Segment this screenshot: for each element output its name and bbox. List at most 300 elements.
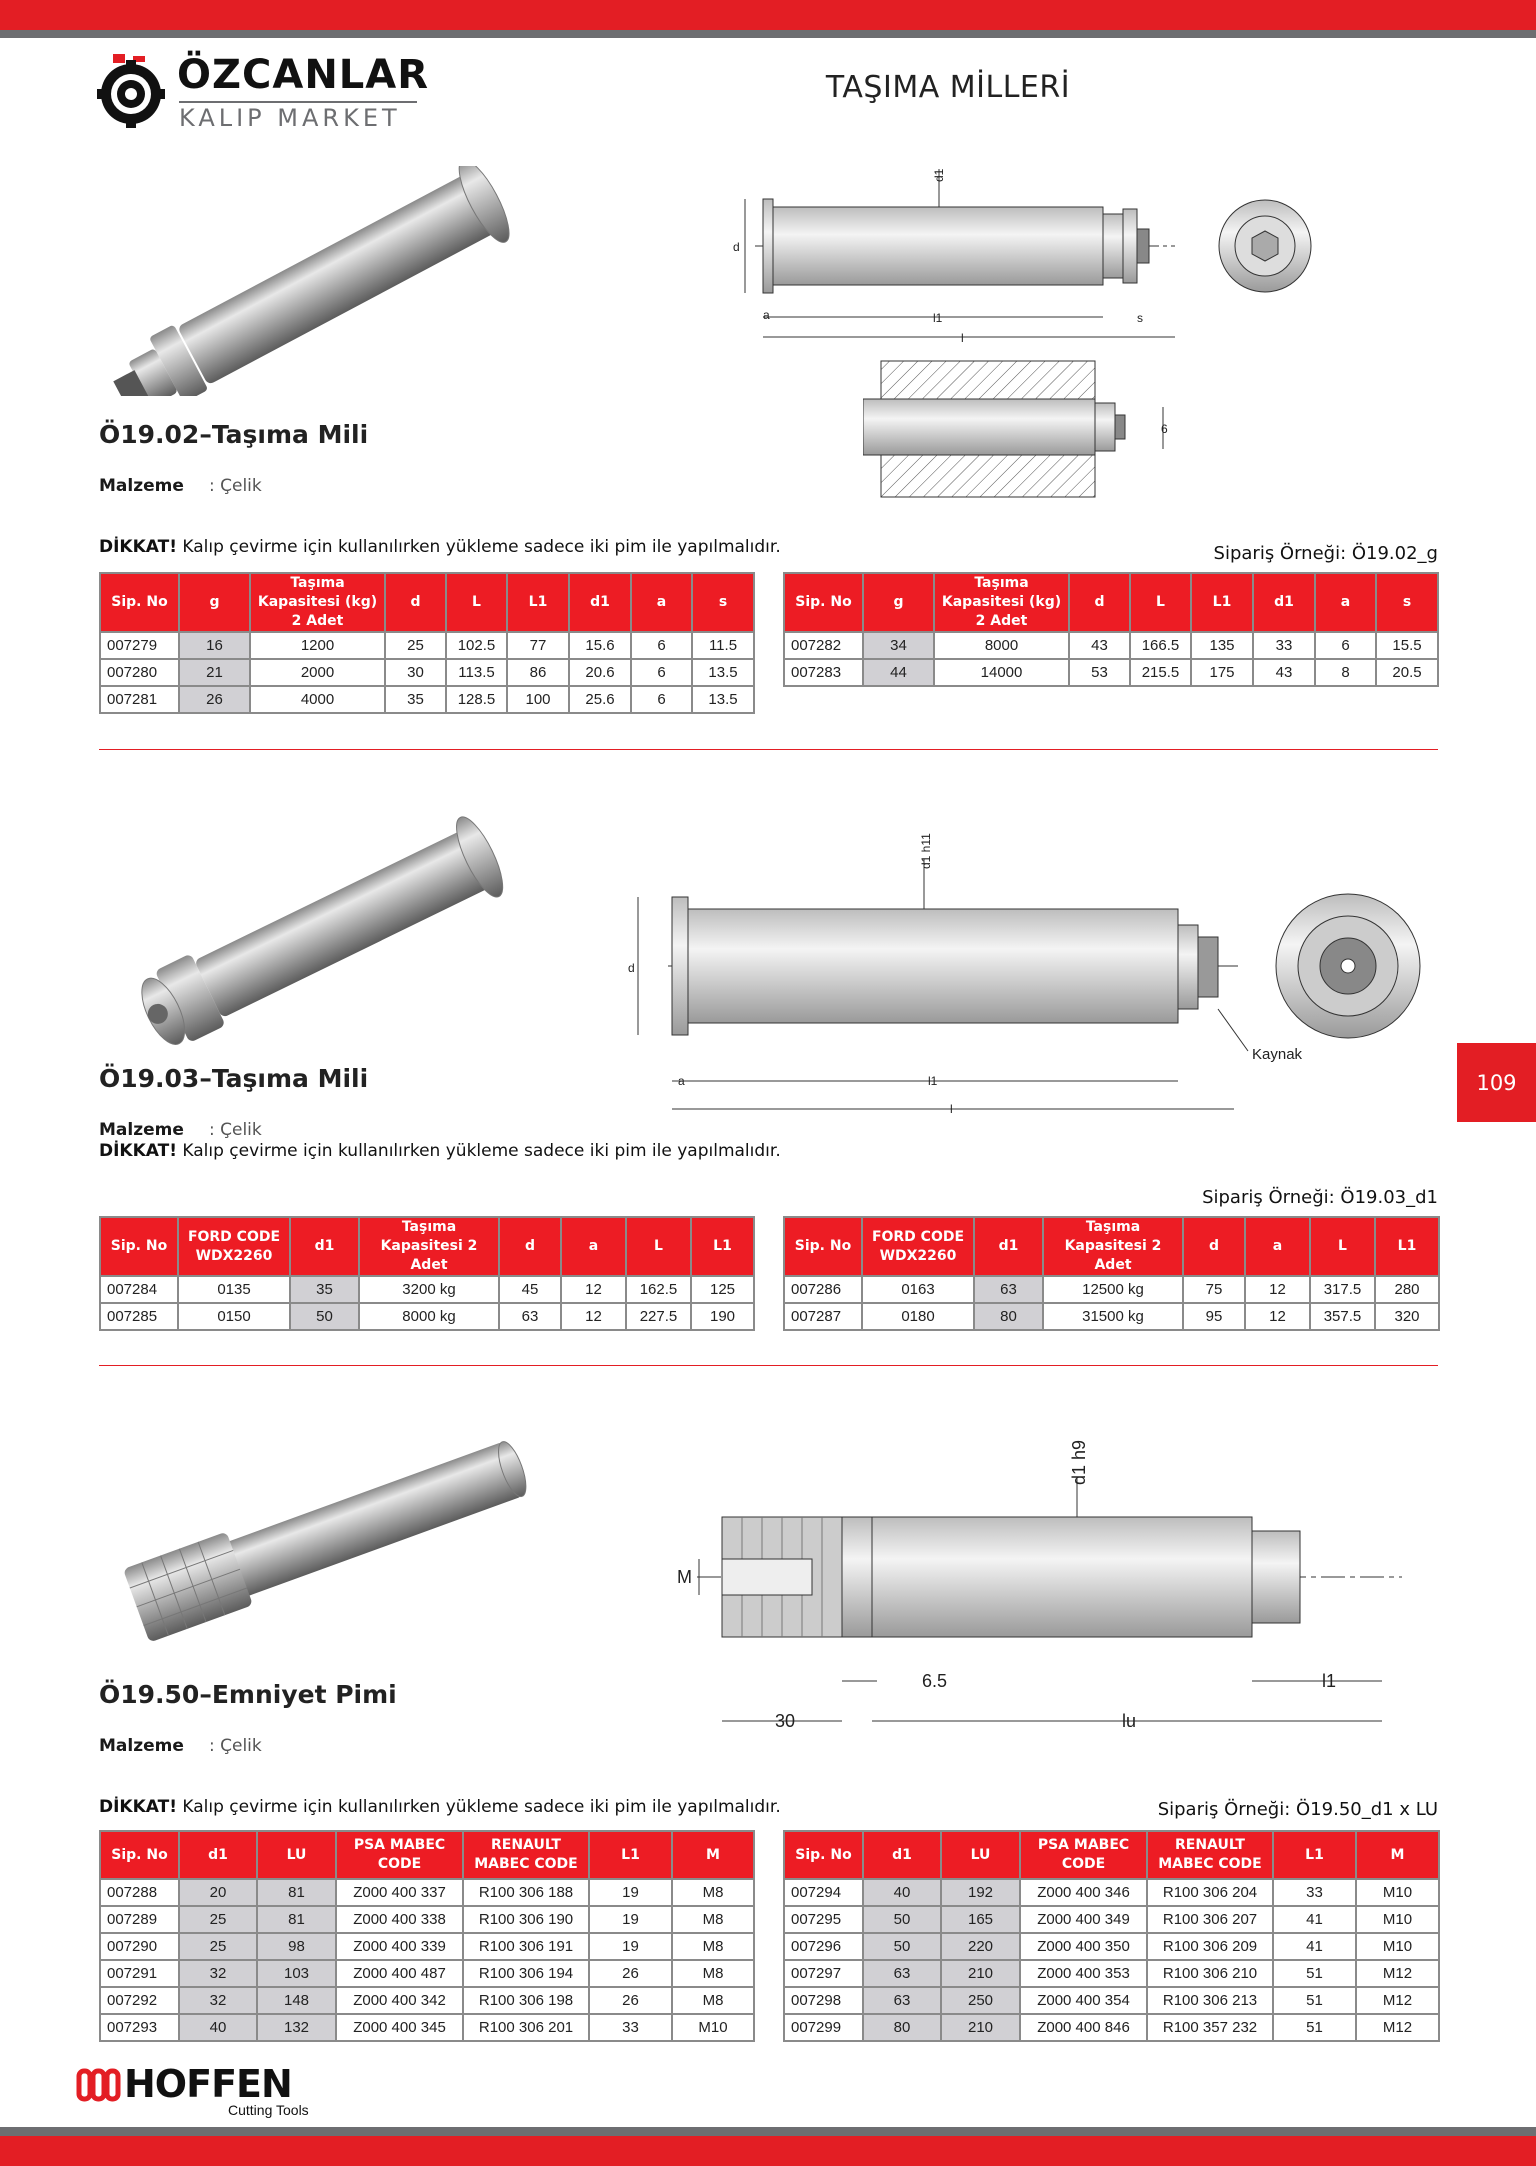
table-cell: Z000 400 345 xyxy=(336,2014,463,2041)
table-cell: 1200 xyxy=(250,632,385,659)
table-cell: 44 xyxy=(863,659,934,686)
order-example-o1902: Sipariş Örneği: Ö19.02_g xyxy=(1213,543,1438,564)
column-header: d1 xyxy=(569,573,631,632)
spec-table-o1902-right xyxy=(783,572,1439,687)
dim-label-l: l xyxy=(950,1102,953,1116)
table-cell: R100 306 198 xyxy=(463,1987,589,2014)
table-header-row xyxy=(784,1831,1439,1879)
table-cell: Z000 400 350 xyxy=(1020,1933,1147,1960)
dim-label-s: s xyxy=(1137,311,1143,325)
table-cell: 50 xyxy=(290,1303,359,1330)
table-cell: 50 xyxy=(863,1906,941,1933)
table-cell: 51 xyxy=(1273,1987,1356,2014)
table-cell: 25 xyxy=(179,1906,257,1933)
material-o1903 xyxy=(99,1120,262,1140)
table-cell: 280 xyxy=(1375,1276,1439,1303)
table-cell: 20.6 xyxy=(569,659,631,686)
table-cell: 41 xyxy=(1273,1933,1356,1960)
table-cell: M8 xyxy=(672,1960,754,1987)
table-row xyxy=(784,632,1438,659)
table-cell: 12 xyxy=(561,1276,626,1303)
table-cell: 63 xyxy=(863,1960,941,1987)
table-header-row xyxy=(784,1217,1439,1276)
table-cell: 77 xyxy=(507,632,569,659)
sip-no-cell: 007299 xyxy=(784,2014,863,2041)
dim-label-l1: l1 xyxy=(1322,1671,1337,1691)
sip-no-cell: 007291 xyxy=(100,1960,179,1987)
table-cell: R100 306 188 xyxy=(463,1879,589,1906)
sip-no-cell: 007283 xyxy=(784,659,863,686)
dim-label-l: l xyxy=(961,331,964,345)
material-label: Malzeme xyxy=(99,1120,184,1140)
table-cell: 128.5 xyxy=(446,686,507,713)
logo-main-text: ÖZCANLAR xyxy=(177,52,430,98)
table-cell: R100 306 194 xyxy=(463,1960,589,1987)
table-cell: 16 xyxy=(179,632,250,659)
dim-label-l1: l1 xyxy=(933,311,943,325)
table-cell: 80 xyxy=(863,2014,941,2041)
warning-text: Kalıp çevirme için kullanılırken yükleme sadece iki pim ile yapılmalıdır. xyxy=(176,1797,781,1817)
column-header: d1 xyxy=(863,1831,941,1879)
table-cell: 15.6 xyxy=(569,632,631,659)
table-header-row xyxy=(100,573,754,632)
sip-no-cell: 007296 xyxy=(784,1933,863,1960)
table-cell: 6 xyxy=(631,659,692,686)
column-header: L1 xyxy=(589,1831,672,1879)
warning-bold: DİKKAT! xyxy=(99,1797,177,1817)
spec-table-o1950-left xyxy=(99,1830,755,2042)
product-image-o1950 xyxy=(104,1425,564,1645)
column-header: Taşıma Kapasitesi 2 Adet xyxy=(1043,1217,1183,1276)
column-header: Sip. No xyxy=(100,573,179,632)
table-cell: 113.5 xyxy=(446,659,507,686)
technical-drawing-o1902-mounted xyxy=(863,359,1183,499)
table-row xyxy=(784,659,1438,686)
column-header: L1 xyxy=(691,1217,754,1276)
column-header: L1 xyxy=(1273,1831,1356,1879)
table-cell: 2000 xyxy=(250,659,385,686)
table-cell: 98 xyxy=(257,1933,336,1960)
table-cell: 41 xyxy=(1273,1906,1356,1933)
table-cell: 81 xyxy=(257,1906,336,1933)
column-header: Sip. No xyxy=(100,1217,178,1276)
sip-no-cell: 007282 xyxy=(784,632,863,659)
column-header: d1 xyxy=(1253,573,1315,632)
table-cell: 33 xyxy=(1253,632,1315,659)
table-cell: 0180 xyxy=(862,1303,974,1330)
table-cell: 33 xyxy=(589,2014,672,2041)
sip-no-cell: 007289 xyxy=(100,1906,179,1933)
table-cell: 35 xyxy=(290,1276,359,1303)
table-cell: 13.5 xyxy=(692,659,754,686)
table-cell: 14000 xyxy=(934,659,1069,686)
material-value: : Çelik xyxy=(209,1120,262,1140)
dim-label-a: a xyxy=(763,308,770,322)
table-cell: M8 xyxy=(672,1987,754,2014)
table-cell: 132 xyxy=(257,2014,336,2041)
table-row xyxy=(784,1933,1439,1960)
table-cell: R100 306 209 xyxy=(1147,1933,1273,1960)
table-row xyxy=(100,1276,754,1303)
sip-no-cell: 007281 xyxy=(100,686,179,713)
warning-o1950 xyxy=(99,1797,781,1817)
table-cell: 40 xyxy=(863,1879,941,1906)
weld-label: Kaynak xyxy=(1252,1046,1303,1063)
column-header: L1 xyxy=(1375,1217,1439,1276)
table-cell: 25 xyxy=(385,632,446,659)
warning-bold: DİKKAT! xyxy=(99,537,177,557)
table-cell: 12500 kg xyxy=(1043,1276,1183,1303)
table-row xyxy=(100,1879,754,1906)
material-o1902 xyxy=(99,476,262,496)
table-cell: 51 xyxy=(1273,2014,1356,2041)
table-cell: M12 xyxy=(1356,2014,1439,2041)
column-header: RENAULT MABEC CODE xyxy=(463,1831,589,1879)
section-divider xyxy=(99,1365,1438,1366)
table-row xyxy=(100,632,754,659)
column-header: LU xyxy=(941,1831,1020,1879)
table-row xyxy=(784,1960,1439,1987)
product-image-o1902 xyxy=(104,166,564,396)
table-cell: 220 xyxy=(941,1933,1020,1960)
column-header: L xyxy=(1130,573,1191,632)
dim-label-d: d xyxy=(733,240,740,254)
table-cell: 43 xyxy=(1069,632,1130,659)
table-cell: 95 xyxy=(1183,1303,1245,1330)
table-cell: 8 xyxy=(1315,659,1376,686)
column-header: Taşıma Kapasitesi (kg) 2 Adet xyxy=(934,573,1069,632)
warning-text: Kalıp çevirme için kullanılırken yükleme sadece iki pim ile yapılmalıdır. xyxy=(176,537,781,557)
technical-drawing-o1903 xyxy=(628,829,1438,1124)
table-cell: 20 xyxy=(179,1879,257,1906)
column-header: LU xyxy=(257,1831,336,1879)
table-cell: 320 xyxy=(1375,1303,1439,1330)
warning-o1902 xyxy=(99,537,781,557)
table-cell: 20.5 xyxy=(1376,659,1438,686)
dim-label-6-5: 6.5 xyxy=(922,1671,948,1691)
table-cell: 215.5 xyxy=(1130,659,1191,686)
table-cell: 19 xyxy=(589,1933,672,1960)
bottom-gray-band xyxy=(0,2127,1536,2136)
material-value: : Çelik xyxy=(209,476,262,496)
table-cell: 50 xyxy=(863,1933,941,1960)
table-cell: M12 xyxy=(1356,1960,1439,1987)
table-cell: 11.5 xyxy=(692,632,754,659)
table-cell: Z000 400 342 xyxy=(336,1987,463,2014)
table-cell: M10 xyxy=(672,2014,754,2041)
table-cell: R100 306 191 xyxy=(463,1933,589,1960)
product-image-o1903 xyxy=(104,808,564,1048)
table-cell: 0150 xyxy=(178,1303,290,1330)
column-header: L1 xyxy=(1191,573,1253,632)
table-cell: 40 xyxy=(179,2014,257,2041)
table-cell: M8 xyxy=(672,1879,754,1906)
table-cell: M10 xyxy=(1356,1906,1439,1933)
table-row xyxy=(100,2014,754,2041)
table-cell: 8000 xyxy=(934,632,1069,659)
table-cell: 250 xyxy=(941,1987,1020,2014)
table-cell: 125 xyxy=(691,1276,754,1303)
table-cell: 12 xyxy=(561,1303,626,1330)
table-cell: 100 xyxy=(507,686,569,713)
dim-label-a: a xyxy=(678,1074,685,1088)
table-cell: 102.5 xyxy=(446,632,507,659)
column-header: d xyxy=(385,573,446,632)
column-header: d xyxy=(499,1217,561,1276)
table-cell: R100 306 213 xyxy=(1147,1987,1273,2014)
table-cell: 3200 kg xyxy=(359,1276,499,1303)
table-cell: R100 306 201 xyxy=(463,2014,589,2041)
table-cell: 166.5 xyxy=(1130,632,1191,659)
table-cell: 148 xyxy=(257,1987,336,2014)
dim-label-d1: d1 xyxy=(932,168,946,182)
table-cell: 192 xyxy=(941,1879,1020,1906)
warning-bold: DİKKAT! xyxy=(99,1141,177,1161)
column-header: d xyxy=(1069,573,1130,632)
table-cell: 19 xyxy=(589,1906,672,1933)
sip-no-cell: 007295 xyxy=(784,1906,863,1933)
table-cell: 32 xyxy=(179,1960,257,1987)
dim-label-l1: l1 xyxy=(928,1074,938,1088)
technical-drawing-o1902-side xyxy=(725,159,1335,349)
sip-no-cell: 007290 xyxy=(100,1933,179,1960)
table-cell: 0163 xyxy=(862,1276,974,1303)
column-header: M xyxy=(672,1831,754,1879)
table-header-row xyxy=(100,1831,754,1879)
sip-no-cell: 007294 xyxy=(784,1879,863,1906)
table-cell: R100 306 190 xyxy=(463,1906,589,1933)
column-header: a xyxy=(631,573,692,632)
section-divider xyxy=(99,749,1438,750)
material-value: : Çelik xyxy=(209,1736,262,1756)
table-cell: 12 xyxy=(1245,1276,1310,1303)
column-header: a xyxy=(561,1217,626,1276)
table-row xyxy=(100,1933,754,1960)
table-cell: 34 xyxy=(863,632,934,659)
table-row xyxy=(100,1987,754,2014)
hoffen-logo xyxy=(76,2062,336,2122)
dim-label-d: d xyxy=(628,961,635,975)
table-cell: 30 xyxy=(385,659,446,686)
table-cell: 26 xyxy=(589,1987,672,2014)
table-row xyxy=(100,659,754,686)
column-header: d1 xyxy=(290,1217,359,1276)
product-title-o1902: Ö19.02–Taşıma Mili xyxy=(99,420,369,449)
table-cell: Z000 400 349 xyxy=(1020,1906,1147,1933)
table-cell: 21 xyxy=(179,659,250,686)
column-header: g xyxy=(179,573,250,632)
spec-table-o1902-left xyxy=(99,572,755,714)
dim-label-lu: lu xyxy=(1122,1711,1137,1731)
column-header: g xyxy=(863,573,934,632)
table-cell: M10 xyxy=(1356,1933,1439,1960)
table-cell: 63 xyxy=(499,1303,561,1330)
table-cell: 227.5 xyxy=(626,1303,691,1330)
table-header-row xyxy=(100,1217,754,1276)
column-header: a xyxy=(1245,1217,1310,1276)
table-cell: 210 xyxy=(941,2014,1020,2041)
table-cell: 210 xyxy=(941,1960,1020,1987)
column-header: M xyxy=(1356,1831,1439,1879)
table-cell: 103 xyxy=(257,1960,336,1987)
column-header: PSA MABEC CODE xyxy=(1020,1831,1147,1879)
table-cell: R100 306 207 xyxy=(1147,1906,1273,1933)
spec-table-o1903-right xyxy=(783,1216,1440,1331)
table-cell: 31500 kg xyxy=(1043,1303,1183,1330)
order-example-o1903: Sipariş Örneği: Ö19.03_d1 xyxy=(1202,1187,1438,1208)
table-cell: 63 xyxy=(974,1276,1043,1303)
hoffen-brand: HOFFEN xyxy=(124,2062,292,2106)
table-header-row xyxy=(784,573,1438,632)
table-cell: 12 xyxy=(1245,1303,1310,1330)
sip-no-cell: 007280 xyxy=(100,659,179,686)
dim-label-d1-h9: d1 h9 xyxy=(1069,1439,1089,1485)
column-header: FORD CODE WDX2260 xyxy=(862,1217,974,1276)
sip-no-cell: 007297 xyxy=(784,1960,863,1987)
sip-no-cell: 007298 xyxy=(784,1987,863,2014)
dim-label-30: 30 xyxy=(775,1711,796,1731)
column-header: L xyxy=(446,573,507,632)
hoffen-tagline: Cutting Tools xyxy=(228,2102,309,2118)
column-header: L xyxy=(626,1217,691,1276)
table-cell: 317.5 xyxy=(1310,1276,1375,1303)
column-header: L1 xyxy=(507,573,569,632)
table-cell: 81 xyxy=(257,1879,336,1906)
table-row xyxy=(784,1879,1439,1906)
top-gray-band xyxy=(0,30,1536,38)
material-o1950 xyxy=(99,1736,262,1756)
product-title-o1950: Ö19.50–Emniyet Pimi xyxy=(99,1680,397,1709)
table-cell: Z000 400 487 xyxy=(336,1960,463,1987)
table-cell: 51 xyxy=(1273,1960,1356,1987)
table-cell: 43 xyxy=(1253,659,1315,686)
column-header: Taşıma Kapasitesi 2 Adet xyxy=(359,1217,499,1276)
bottom-red-band xyxy=(0,2136,1536,2166)
table-row xyxy=(100,686,754,713)
table-row xyxy=(784,1303,1439,1330)
table-row xyxy=(784,2014,1439,2041)
column-header: Taşıma Kapasitesi (kg) 2 Adet xyxy=(250,573,385,632)
table-cell: 190 xyxy=(691,1303,754,1330)
spec-table-o1950-right xyxy=(783,1830,1440,2042)
table-cell: 162.5 xyxy=(626,1276,691,1303)
page-number-tab: 109 xyxy=(1457,1043,1536,1122)
warning-text: Kalıp çevirme için kullanılırken yükleme sadece iki pim ile yapılmalıdır. xyxy=(176,1141,781,1161)
column-header: Sip. No xyxy=(100,1831,179,1879)
dim-label-m: M xyxy=(677,1567,692,1587)
spec-table-o1903-left xyxy=(99,1216,755,1331)
table-cell: Z000 400 339 xyxy=(336,1933,463,1960)
table-row xyxy=(100,1960,754,1987)
table-cell: Z000 400 338 xyxy=(336,1906,463,1933)
column-header: Sip. No xyxy=(784,1831,863,1879)
table-cell: 32 xyxy=(179,1987,257,2014)
table-row xyxy=(100,1303,754,1330)
table-cell: 0135 xyxy=(178,1276,290,1303)
dim-label-d1-h11: d1 h11 xyxy=(919,833,933,869)
page-title: TAŞIMA MİLLERİ xyxy=(825,70,1071,105)
table-cell: R100 357 232 xyxy=(1147,2014,1273,2041)
table-cell: 8000 kg xyxy=(359,1303,499,1330)
table-cell: 6 xyxy=(631,632,692,659)
warning-o1903 xyxy=(99,1141,781,1161)
table-cell: 357.5 xyxy=(1310,1303,1375,1330)
sip-no-cell: 007284 xyxy=(100,1276,178,1303)
table-cell: 75 xyxy=(1183,1276,1245,1303)
table-cell: 26 xyxy=(179,686,250,713)
table-cell: 63 xyxy=(863,1987,941,2014)
sip-no-cell: 007279 xyxy=(100,632,179,659)
table-cell: Z000 400 346 xyxy=(1020,1879,1147,1906)
table-cell: 86 xyxy=(507,659,569,686)
technical-drawing-o1950 xyxy=(677,1437,1402,1747)
product-title-o1903: Ö19.03–Taşıma Mili xyxy=(99,1064,369,1093)
table-cell: 13.5 xyxy=(692,686,754,713)
logo-sub-text: KALIP MARKET xyxy=(179,104,401,132)
sip-no-cell: 007286 xyxy=(784,1276,862,1303)
column-header: L xyxy=(1310,1217,1375,1276)
column-header: s xyxy=(1376,573,1438,632)
column-header: d xyxy=(1183,1217,1245,1276)
dim-label-6: 6 xyxy=(1161,422,1168,436)
sip-no-cell: 007288 xyxy=(100,1879,179,1906)
hoffen-mark-icon xyxy=(76,2068,122,2102)
table-cell: Z000 400 354 xyxy=(1020,1987,1147,2014)
table-cell: M8 xyxy=(672,1933,754,1960)
table-cell: 4000 xyxy=(250,686,385,713)
material-label: Malzeme xyxy=(99,1736,184,1756)
table-cell: R100 306 204 xyxy=(1147,1879,1273,1906)
table-row xyxy=(100,1906,754,1933)
table-cell: 33 xyxy=(1273,1879,1356,1906)
material-label: Malzeme xyxy=(99,476,184,496)
table-cell: 175 xyxy=(1191,659,1253,686)
table-row xyxy=(784,1276,1439,1303)
column-header: RENAULT MABEC CODE xyxy=(1147,1831,1273,1879)
column-header: d1 xyxy=(179,1831,257,1879)
table-cell: Z000 400 337 xyxy=(336,1879,463,1906)
sip-no-cell: 007293 xyxy=(100,2014,179,2041)
table-cell: 80 xyxy=(974,1303,1043,1330)
table-cell: R100 306 210 xyxy=(1147,1960,1273,1987)
table-cell: M8 xyxy=(672,1906,754,1933)
order-example-o1950: Sipariş Örneği: Ö19.50_d1 x LU xyxy=(1157,1799,1438,1820)
column-header: a xyxy=(1315,573,1376,632)
table-cell: Z000 400 353 xyxy=(1020,1960,1147,1987)
sip-no-cell: 007287 xyxy=(784,1303,862,1330)
table-cell: M12 xyxy=(1356,1987,1439,2014)
table-cell: 45 xyxy=(499,1276,561,1303)
table-cell: 53 xyxy=(1069,659,1130,686)
table-cell: 25 xyxy=(179,1933,257,1960)
table-cell: 135 xyxy=(1191,632,1253,659)
table-cell: 6 xyxy=(631,686,692,713)
table-cell: 26 xyxy=(589,1960,672,1987)
sip-no-cell: 007292 xyxy=(100,1987,179,2014)
table-cell: 25.6 xyxy=(569,686,631,713)
table-cell: 35 xyxy=(385,686,446,713)
top-red-band xyxy=(0,0,1536,30)
table-row xyxy=(784,1906,1439,1933)
column-header: d1 xyxy=(974,1217,1043,1276)
column-header: PSA MABEC CODE xyxy=(336,1831,463,1879)
column-header: FORD CODE WDX2260 xyxy=(178,1217,290,1276)
table-cell: 15.5 xyxy=(1376,632,1438,659)
table-cell: M10 xyxy=(1356,1879,1439,1906)
table-cell: 6 xyxy=(1315,632,1376,659)
column-header: Sip. No xyxy=(784,1217,862,1276)
table-cell: 165 xyxy=(941,1906,1020,1933)
